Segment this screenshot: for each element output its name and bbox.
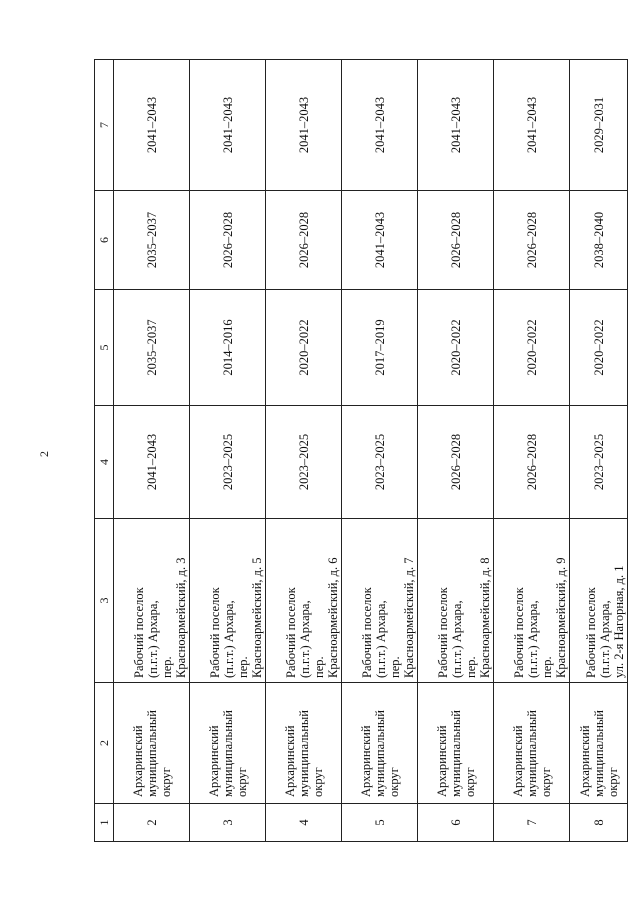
header-col-1: 1 [95,804,114,842]
header-col-3: 3 [95,519,114,683]
period-col6: 2041–2043 [342,191,418,290]
header-col-7: 7 [95,60,114,191]
address-cell [266,519,342,683]
address-line: Красноармейский, д. 6 [326,557,341,678]
address-cell [418,519,494,683]
table-row [190,60,266,842]
address-line: Красноармейский, д. 9 [554,557,569,678]
period-col6: 2026–2028 [266,191,342,290]
district-line: Архаринский [434,725,449,797]
period-col6: 2026–2028 [190,191,266,290]
table-row [494,60,570,842]
district-line: муниципальный [372,710,387,797]
district-line: Архаринский [577,725,592,797]
address-line: Рабочий поселок [360,587,375,678]
address-line: Рабочий поселок [132,587,147,678]
period-col5: 2020–2022 [266,290,342,406]
table-row [418,60,494,842]
address-line: Красноармейский, д. 7 [402,557,417,678]
address-line: ул. 2-я Нагорная, д. 1 [612,565,626,678]
schedule-table [94,59,628,842]
period-col7: 2041–2043 [190,60,266,191]
address-line: Рабочий поселок [436,587,451,678]
period-col5: 2014–2016 [190,290,266,406]
period-col4: 2026–2028 [494,406,570,519]
address-line: пер. [388,656,403,678]
page-number: 2 [37,451,51,457]
address-line: Красноармейский, д. 8 [478,557,493,678]
period-col6: 2035–2037 [114,191,190,290]
district-line: округ [310,767,325,797]
period-col5: 2035–2037 [114,290,190,406]
district-line: округ [386,767,401,797]
period-col6: 2038–2040 [570,191,628,290]
address-cell [114,519,190,683]
address-line: (п.г.т.) Архара, [222,600,237,678]
row-number: 2 [114,804,190,842]
address-line: (п.г.т.) Архара, [450,600,465,678]
district-cell [570,683,628,804]
period-col5: 2020–2022 [494,290,570,406]
district-line: округ [462,767,477,797]
period-col6: 2026–2028 [418,191,494,290]
district-line: Архаринский [130,725,145,797]
district-line: округ [538,767,553,797]
table-row [570,60,628,842]
address-cell [342,519,418,683]
district-cell [190,683,266,804]
district-line: округ [158,767,173,797]
schedule-table-wrapper [94,60,628,842]
table-body [114,60,628,842]
table-row [342,60,418,842]
district-line: муниципальный [524,710,539,797]
row-number: 5 [342,804,418,842]
district-line: муниципальный [220,710,235,797]
district-line: муниципальный [448,710,463,797]
period-col5: 2020–2022 [570,290,628,406]
period-col7: 2041–2043 [266,60,342,191]
district-line: Архаринский [282,725,297,797]
header-col-6: 6 [95,191,114,290]
address-line: (п.г.т.) Архара, [526,600,541,678]
period-col5: 2020–2022 [418,290,494,406]
district-cell [266,683,342,804]
address-line: Рабочий поселок [284,587,299,678]
district-line: округ [605,767,620,797]
address-line: (п.г.т.) Архара, [146,600,161,678]
period-col5: 2017–2019 [342,290,418,406]
district-cell [494,683,570,804]
period-col7: 2041–2043 [114,60,190,191]
period-col4: 2023–2025 [190,406,266,519]
row-number: 6 [418,804,494,842]
period-col4: 2041–2043 [114,406,190,519]
address-line: пер. [540,656,555,678]
district-line: Архаринский [206,725,221,797]
period-col7: 2041–2043 [342,60,418,191]
address-line: пер. [236,656,251,678]
district-line: муниципальный [591,710,606,797]
district-cell [342,683,418,804]
row-number: 7 [494,804,570,842]
table-row [266,60,342,842]
address-line: Рабочий поселок [512,587,527,678]
district-cell [418,683,494,804]
row-number: 8 [570,804,628,842]
address-line: Рабочий поселок [584,587,598,678]
address-line: (п.г.т.) Архара, [598,600,612,678]
period-col7: 2041–2043 [418,60,494,191]
row-number: 3 [190,804,266,842]
period-col7: 2041–2043 [494,60,570,191]
address-cell [570,519,628,683]
period-col7: 2029–2031 [570,60,628,191]
address-line: пер. [160,656,175,678]
address-line: Красноармейский, д. 3 [174,557,189,678]
address-line: Рабочий поселок [208,587,223,678]
period-col4: 2023–2025 [342,406,418,519]
period-col4: 2026–2028 [418,406,494,519]
address-line: Красноармейский, д. 5 [250,557,265,678]
address-line: (п.г.т.) Архара, [374,600,389,678]
table-header-row [95,60,114,842]
district-line: Архаринский [510,725,525,797]
district-line: округ [234,767,249,797]
district-line: муниципальный [144,710,159,797]
row-number: 4 [266,804,342,842]
address-line: (п.г.т.) Архара, [298,600,313,678]
district-cell [114,683,190,804]
period-col4: 2023–2025 [266,406,342,519]
address-cell [494,519,570,683]
district-line: муниципальный [296,710,311,797]
period-col4: 2023–2025 [570,406,628,519]
header-col-4: 4 [95,406,114,519]
district-line: Архаринский [358,725,373,797]
table-row [114,60,190,842]
address-line: пер. [312,656,327,678]
header-col-2: 2 [95,683,114,804]
period-col6: 2026–2028 [494,191,570,290]
header-col-5: 5 [95,290,114,406]
address-cell [190,519,266,683]
address-line: пер. [464,656,479,678]
